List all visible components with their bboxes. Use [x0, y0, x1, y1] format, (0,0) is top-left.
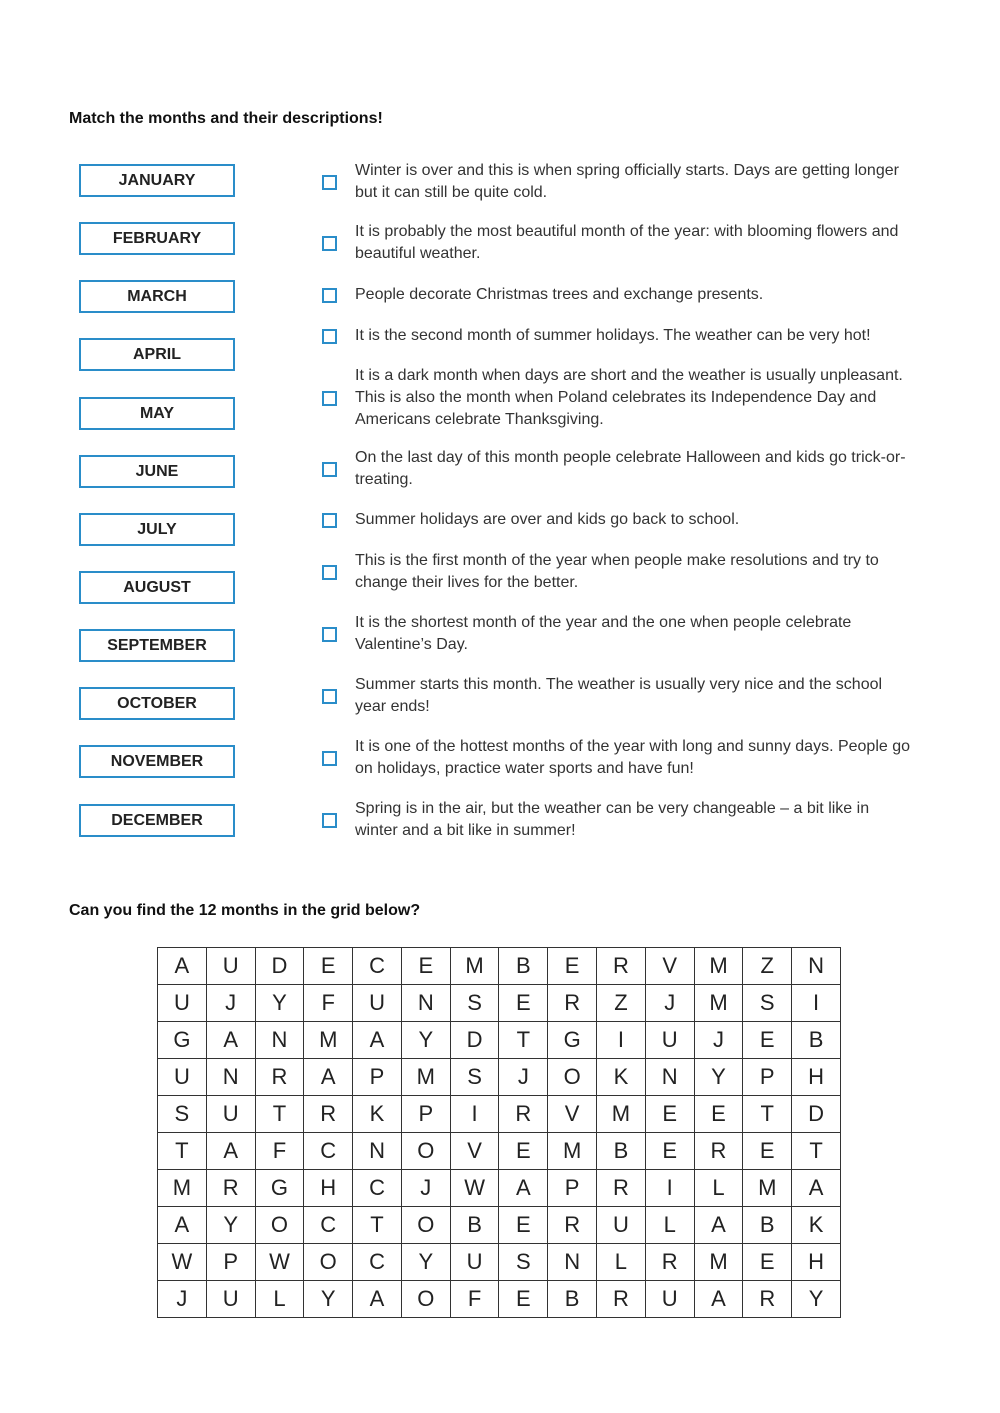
grid-cell[interactable]: F [255, 1133, 304, 1170]
grid-cell[interactable]: O [255, 1207, 304, 1244]
grid-cell[interactable]: T [743, 1096, 792, 1133]
grid-cell[interactable]: M [450, 948, 499, 985]
grid-cell[interactable]: Y [304, 1281, 353, 1318]
grid-cell[interactable]: A [206, 1022, 255, 1059]
grid-cell[interactable]: E [499, 1281, 548, 1318]
description-row [322, 612, 912, 656]
grid-row [158, 1207, 841, 1244]
grid-cell[interactable]: R [743, 1281, 792, 1318]
grid-cell[interactable]: R [206, 1170, 255, 1207]
grid-cell[interactable]: L [597, 1244, 646, 1281]
grid-cell[interactable]: E [743, 1022, 792, 1059]
answer-checkbox[interactable] [322, 565, 337, 580]
grid-cell[interactable]: N [792, 948, 841, 985]
grid-cell[interactable]: A [499, 1170, 548, 1207]
grid-cell[interactable]: R [597, 948, 646, 985]
grid-cell[interactable]: U [206, 948, 255, 985]
grid-cell[interactable]: A [353, 1022, 402, 1059]
grid-cell[interactable]: Y [694, 1059, 743, 1096]
grid-cell[interactable]: M [158, 1170, 207, 1207]
grid-cell[interactable]: M [694, 948, 743, 985]
grid-cell[interactable]: Z [743, 948, 792, 985]
grid-cell[interactable]: R [548, 1207, 597, 1244]
grid-cell[interactable]: E [743, 1244, 792, 1281]
grid-cell[interactable]: Y [401, 1022, 450, 1059]
description-row [322, 798, 912, 842]
grid-cell[interactable]: U [206, 1096, 255, 1133]
description-row [322, 160, 912, 204]
grid-cell[interactable]: S [450, 985, 499, 1022]
grid-cell[interactable]: A [353, 1281, 402, 1318]
grid-cell[interactable]: R [597, 1281, 646, 1318]
wordsearch-title: Can you find the 12 months in the grid below? [69, 902, 421, 919]
month-box-june[interactable]: JUNE [79, 455, 235, 488]
grid-cell[interactable]: U [645, 1022, 694, 1059]
grid-row [158, 1096, 841, 1133]
grid-cell[interactable]: C [304, 1133, 353, 1170]
grid-cell[interactable]: J [206, 985, 255, 1022]
grid-cell[interactable]: E [645, 1133, 694, 1170]
grid-cell[interactable]: Y [206, 1207, 255, 1244]
grid-cell[interactable]: U [450, 1244, 499, 1281]
description-row [322, 325, 912, 347]
grid-cell[interactable]: I [645, 1170, 694, 1207]
grid-cell[interactable]: D [792, 1096, 841, 1133]
grid-cell[interactable]: T [499, 1022, 548, 1059]
grid-cell[interactable]: B [548, 1281, 597, 1318]
answer-checkbox[interactable] [322, 175, 337, 190]
answer-checkbox[interactable] [322, 813, 337, 828]
grid-cell[interactable]: V [548, 1096, 597, 1133]
grid-cell[interactable]: U [206, 1281, 255, 1318]
word-search-grid [157, 947, 841, 1318]
grid-cell[interactable]: B [597, 1133, 646, 1170]
grid-cell[interactable]: N [206, 1059, 255, 1096]
description-text: This is the first month of the year when people make resolutions and try to change their lives for the better. [355, 552, 879, 591]
month-box-february[interactable]: FEBRUARY [79, 222, 235, 255]
description-row [322, 509, 912, 531]
grid-row [158, 1281, 841, 1318]
answer-checkbox[interactable] [322, 627, 337, 642]
grid-cell[interactable]: M [694, 1244, 743, 1281]
grid-cell[interactable]: O [548, 1059, 597, 1096]
grid-cell[interactable]: O [401, 1133, 450, 1170]
grid-cell[interactable]: C [353, 1244, 402, 1281]
grid-cell[interactable]: P [353, 1059, 402, 1096]
grid-cell[interactable]: B [792, 1022, 841, 1059]
grid-cell[interactable]: N [645, 1059, 694, 1096]
month-box-november[interactable]: NOVEMBER [79, 745, 235, 778]
grid-cell[interactable]: G [158, 1022, 207, 1059]
grid-cell[interactable]: J [401, 1170, 450, 1207]
grid-row [158, 985, 841, 1022]
grid-row [158, 1022, 841, 1059]
grid-cell[interactable]: S [158, 1096, 207, 1133]
grid-cell[interactable]: V [450, 1133, 499, 1170]
grid-cell[interactable]: R [548, 985, 597, 1022]
grid-cell[interactable]: P [548, 1170, 597, 1207]
month-box-september[interactable]: SEPTEMBER [79, 629, 235, 662]
answer-checkbox[interactable] [322, 751, 337, 766]
answer-checkbox[interactable] [322, 391, 337, 406]
month-box-december[interactable]: DECEMBER [79, 804, 235, 837]
grid-cell[interactable]: T [353, 1207, 402, 1244]
grid-cell[interactable]: R [304, 1096, 353, 1133]
grid-cell[interactable]: W [255, 1244, 304, 1281]
grid-cell[interactable]: R [597, 1170, 646, 1207]
grid-cell[interactable]: N [548, 1244, 597, 1281]
grid-cell[interactable]: K [353, 1096, 402, 1133]
grid-cell[interactable]: U [597, 1207, 646, 1244]
grid-cell[interactable]: W [158, 1244, 207, 1281]
grid-cell[interactable]: J [499, 1059, 548, 1096]
description-text: People decorate Christmas trees and exchange presents. [355, 286, 764, 303]
grid-cell[interactable]: R [499, 1096, 548, 1133]
description-row [322, 447, 912, 491]
grid-cell[interactable]: L [255, 1281, 304, 1318]
month-box-april[interactable]: APRIL [79, 338, 235, 371]
month-box-may[interactable]: MAY [79, 397, 235, 430]
description-row [322, 550, 912, 594]
grid-cell[interactable]: G [255, 1170, 304, 1207]
grid-cell[interactable]: J [645, 985, 694, 1022]
month-box-january[interactable]: JANUARY [79, 164, 235, 197]
grid-row [158, 1059, 841, 1096]
month-box-july[interactable]: JULY [79, 513, 235, 546]
grid-cell[interactable]: P [743, 1059, 792, 1096]
grid-cell[interactable]: C [353, 948, 402, 985]
description-row [322, 365, 912, 431]
grid-cell[interactable]: E [499, 985, 548, 1022]
grid-row [158, 1170, 841, 1207]
grid-cell[interactable]: J [158, 1281, 207, 1318]
grid-cell[interactable]: M [597, 1096, 646, 1133]
description-text: It is probably the most beautiful month of the year: with blooming flowers and beautiful weather. [355, 223, 899, 262]
grid-cell[interactable]: U [353, 985, 402, 1022]
grid-cell[interactable]: A [158, 948, 207, 985]
grid-cell[interactable]: E [499, 1207, 548, 1244]
grid-cell[interactable]: B [743, 1207, 792, 1244]
grid-cell[interactable]: C [353, 1170, 402, 1207]
grid-cell[interactable]: A [694, 1207, 743, 1244]
grid-cell[interactable]: S [499, 1244, 548, 1281]
grid-cell[interactable]: M [694, 985, 743, 1022]
description-text: It is the second month of summer holidays. The weather can be very hot! [355, 327, 871, 344]
answer-checkbox[interactable] [322, 462, 337, 477]
grid-cell[interactable]: T [158, 1133, 207, 1170]
grid-cell[interactable]: Y [255, 985, 304, 1022]
description-row [322, 674, 912, 718]
answer-checkbox[interactable] [322, 329, 337, 344]
grid-row [158, 1244, 841, 1281]
grid-cell[interactable]: Y [401, 1244, 450, 1281]
grid-cell[interactable]: L [645, 1207, 694, 1244]
grid-cell[interactable]: D [450, 1022, 499, 1059]
answer-checkbox[interactable] [322, 288, 337, 303]
description-row [322, 221, 912, 265]
grid-cell[interactable]: E [548, 948, 597, 985]
grid-cell[interactable]: A [792, 1170, 841, 1207]
grid-cell[interactable]: E [645, 1096, 694, 1133]
grid-cell[interactable]: R [694, 1133, 743, 1170]
grid-cell[interactable]: A [158, 1207, 207, 1244]
match-title: Match the months and their descriptions! [69, 110, 383, 127]
grid-cell[interactable]: N [401, 985, 450, 1022]
grid-cell[interactable]: W [450, 1170, 499, 1207]
grid-cell[interactable]: F [304, 985, 353, 1022]
answer-checkbox[interactable] [322, 689, 337, 704]
month-box-august[interactable]: AUGUST [79, 571, 235, 604]
month-box-march[interactable]: MARCH [79, 280, 235, 313]
grid-cell[interactable]: M [743, 1170, 792, 1207]
grid-cell[interactable]: J [694, 1022, 743, 1059]
grid-cell[interactable]: A [694, 1281, 743, 1318]
grid-cell[interactable]: M [548, 1133, 597, 1170]
grid-cell[interactable]: D [255, 948, 304, 985]
grid-cell[interactable]: T [792, 1133, 841, 1170]
grid-cell[interactable]: E [499, 1133, 548, 1170]
description-row [322, 284, 912, 306]
description-text: Spring is in the air, but the weather can be very changeable – a bit like in winter and a bit like in summer! [355, 800, 870, 839]
grid-cell[interactable]: H [792, 1059, 841, 1096]
grid-cell[interactable]: B [499, 948, 548, 985]
grid-cell[interactable]: O [401, 1281, 450, 1318]
grid-cell[interactable]: G [548, 1022, 597, 1059]
grid-cell[interactable]: E [743, 1133, 792, 1170]
grid-cell[interactable]: M [304, 1022, 353, 1059]
grid-cell[interactable]: I [597, 1022, 646, 1059]
grid-cell[interactable]: Z [597, 985, 646, 1022]
grid-cell[interactable]: R [645, 1244, 694, 1281]
grid-row [158, 948, 841, 985]
grid-cell[interactable]: M [401, 1059, 450, 1096]
grid-cell[interactable]: H [792, 1244, 841, 1281]
description-text: Summer holidays are over and kids go back to school. [355, 511, 740, 528]
description-row [322, 736, 912, 780]
grid-cell[interactable]: P [401, 1096, 450, 1133]
description-text: It is one of the hottest months of the year with long and sunny days. People go on holidays, practice water sports and have fun! [355, 738, 911, 777]
grid-cell[interactable]: O [304, 1244, 353, 1281]
grid-cell[interactable]: L [694, 1170, 743, 1207]
grid-cell[interactable]: O [401, 1207, 450, 1244]
answer-checkbox[interactable] [322, 236, 337, 251]
month-box-october[interactable]: OCTOBER [79, 687, 235, 720]
grid-cell[interactable]: E [401, 948, 450, 985]
grid-cell[interactable]: N [353, 1133, 402, 1170]
grid-cell[interactable]: Y [792, 1281, 841, 1318]
grid-cell[interactable]: U [645, 1281, 694, 1318]
grid-cell[interactable]: C [304, 1207, 353, 1244]
grid-cell[interactable]: I [450, 1096, 499, 1133]
description-text: It is a dark month when days are short and the weather is usually unpleasant. This is also the month when Poland celebrates its Independence Day and Americans celebrate Thanksgiving. [355, 367, 903, 428]
grid-cell[interactable]: A [206, 1133, 255, 1170]
grid-cell[interactable]: K [792, 1207, 841, 1244]
grid-cell[interactable]: S [450, 1059, 499, 1096]
grid-cell[interactable]: N [255, 1022, 304, 1059]
grid-cell[interactable]: E [304, 948, 353, 985]
grid-cell[interactable]: E [694, 1096, 743, 1133]
grid-cell[interactable]: B [450, 1207, 499, 1244]
grid-cell[interactable]: V [645, 948, 694, 985]
description-text: On the last day of this month people celebrate Halloween and kids go trick-or-treating. [355, 449, 906, 488]
grid-cell[interactable]: I [792, 985, 841, 1022]
grid-cell[interactable]: U [158, 985, 207, 1022]
grid-row [158, 1133, 841, 1170]
grid-cell[interactable]: A [304, 1059, 353, 1096]
grid-cell[interactable]: R [255, 1059, 304, 1096]
grid-cell[interactable]: F [450, 1281, 499, 1318]
grid-cell[interactable]: K [597, 1059, 646, 1096]
grid-cell[interactable]: P [206, 1244, 255, 1281]
description-text: Winter is over and this is when spring officially starts. Days are getting longer but it can still be quite cold. [355, 162, 899, 201]
grid-cell[interactable]: S [743, 985, 792, 1022]
grid-cell[interactable]: T [255, 1096, 304, 1133]
answer-checkbox[interactable] [322, 513, 337, 528]
description-text: Summer starts this month. The weather is usually very nice and the school year ends! [355, 676, 883, 715]
grid-cell[interactable]: H [304, 1170, 353, 1207]
description-text: It is the shortest month of the year and the one when people celebrate Valentine’s Day. [355, 614, 852, 653]
grid-cell[interactable]: U [158, 1059, 207, 1096]
